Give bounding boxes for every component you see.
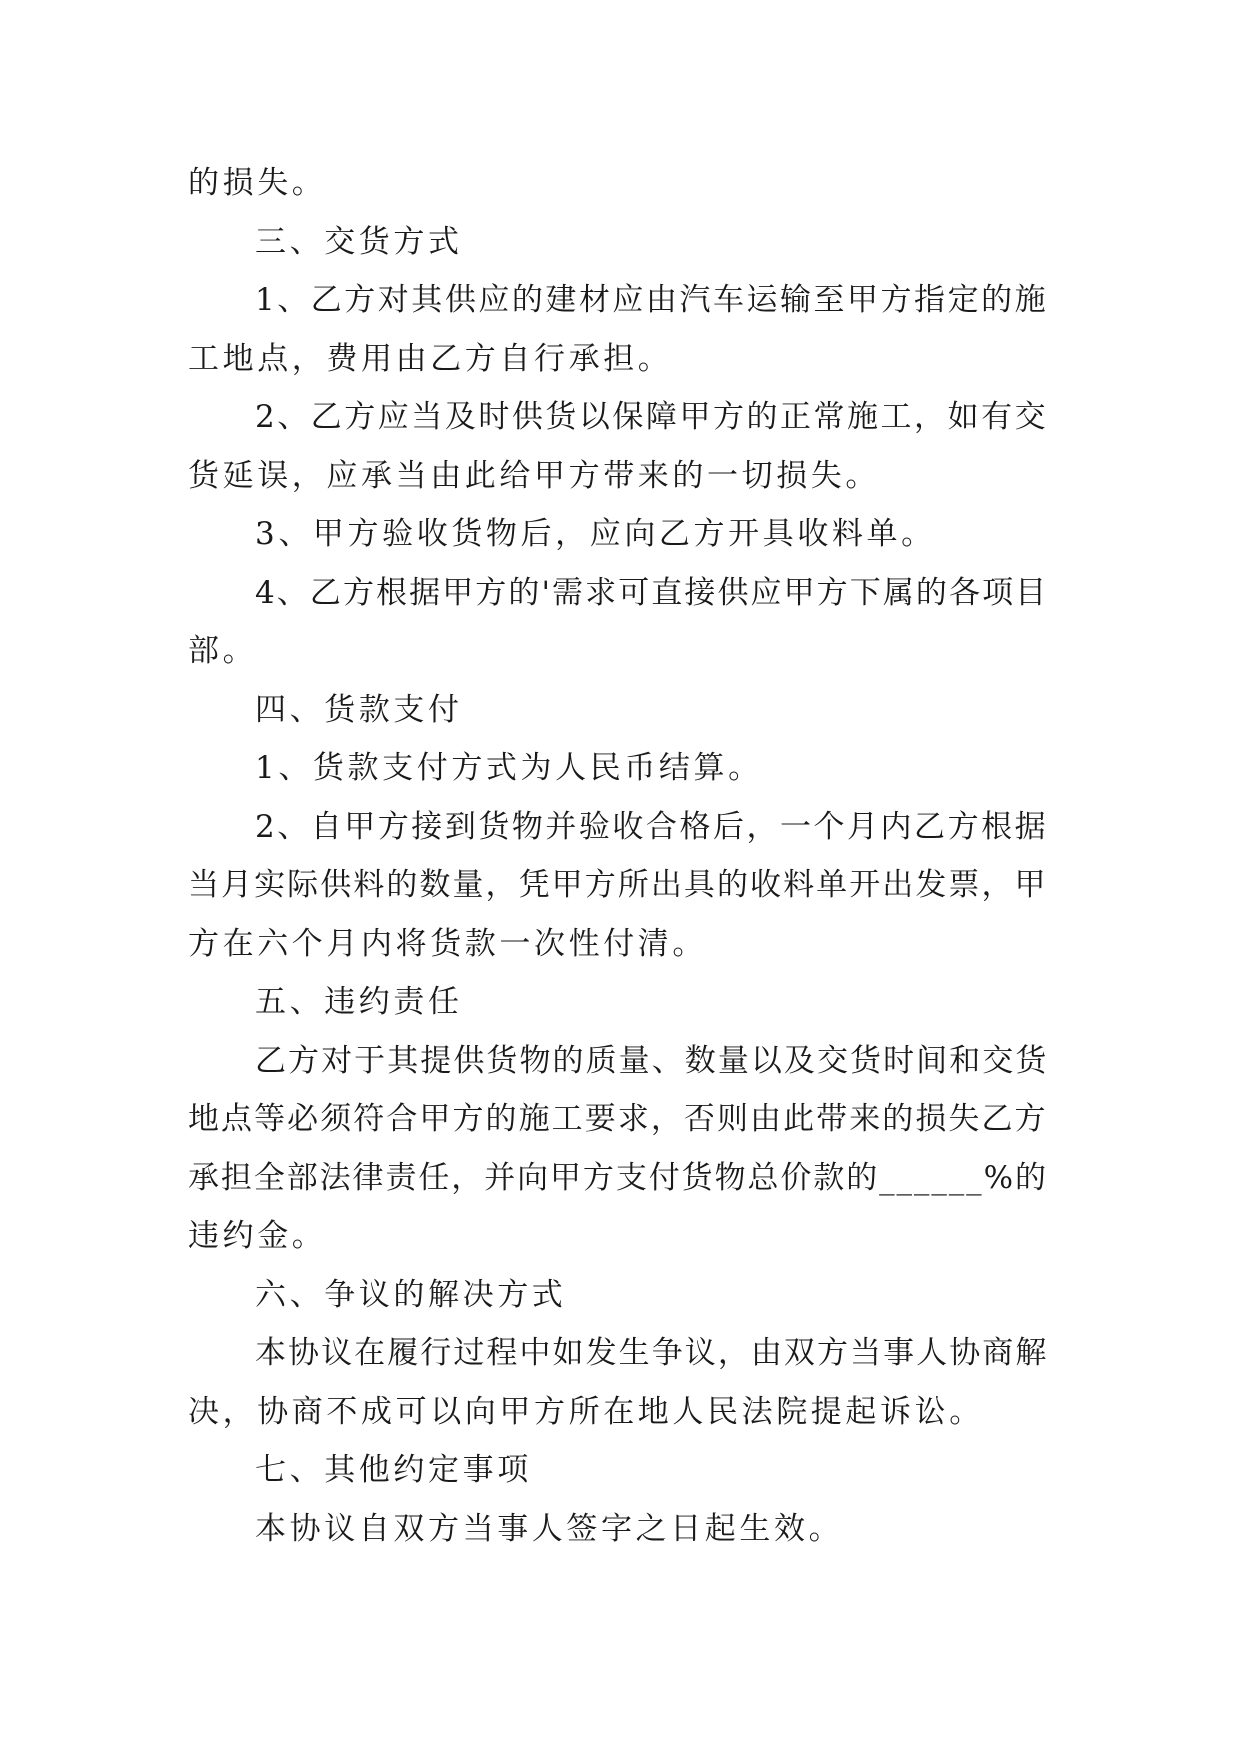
text-line: 4、乙方根据甲方的'需求可直接供应甲方下属的各项目 [255,574,1049,611]
text-line: 五、违约责任 [255,984,463,1020]
text-line: 1、乙方对其供应的建材应由汽车运输至甲方指定的施 [255,282,1049,318]
text-line: 地点等必须符合甲方的施工要求，否则由此带来的损失乙方 [188,1101,1048,1137]
text-line: 三、交货方式 [255,223,463,260]
text-line: 工地点，费用由乙方自行承担。 [188,340,673,377]
text-line: 2、乙方应当及时供货以保障甲方的正常施工，如有交 [255,399,1049,435]
text-line: 方在六个月内将货款一次性付清。 [188,925,707,962]
text-line: 违约金。 [188,1218,327,1254]
text-line: 承担全部法律责任，并向甲方支付货物总价款的______%的 [188,1159,1048,1196]
text-line: 货延误，应承当由此给甲方带来的一切损失。 [188,457,880,494]
text-line: 七、其他约定事项 [255,1452,532,1488]
text-line: 六、争议的解决方式 [255,1276,567,1313]
text-line: 2、自甲方接到货物并验收合格后，一个月内乙方根据 [255,808,1049,845]
text-line: 的损失。 [188,165,327,201]
text-line: 1、货款支付方式为人民币结算。 [255,750,763,786]
text-line: 乙方对于其提供货物的质量、数量以及交货时间和交货 [255,1042,1049,1079]
text-line: 决，协商不成可以向甲方所在地人民法院提起诉讼。 [188,1393,984,1430]
text-line: 四、货款支付 [255,691,463,728]
contract-body-text [188,154,1048,1558]
text-line: 当月实际供料的数量，凭甲方所出具的收料单开出发票，甲 [188,867,1048,903]
text-line: 部。 [188,633,258,669]
text-line: 3、甲方验收货物后，应向乙方开具收料单。 [255,516,936,552]
text-line: 本协议在履行过程中如发生争议，由双方当事人协商解 [255,1335,1049,1371]
text-line: 本协议自双方当事人签字之日起生效。 [255,1510,844,1547]
